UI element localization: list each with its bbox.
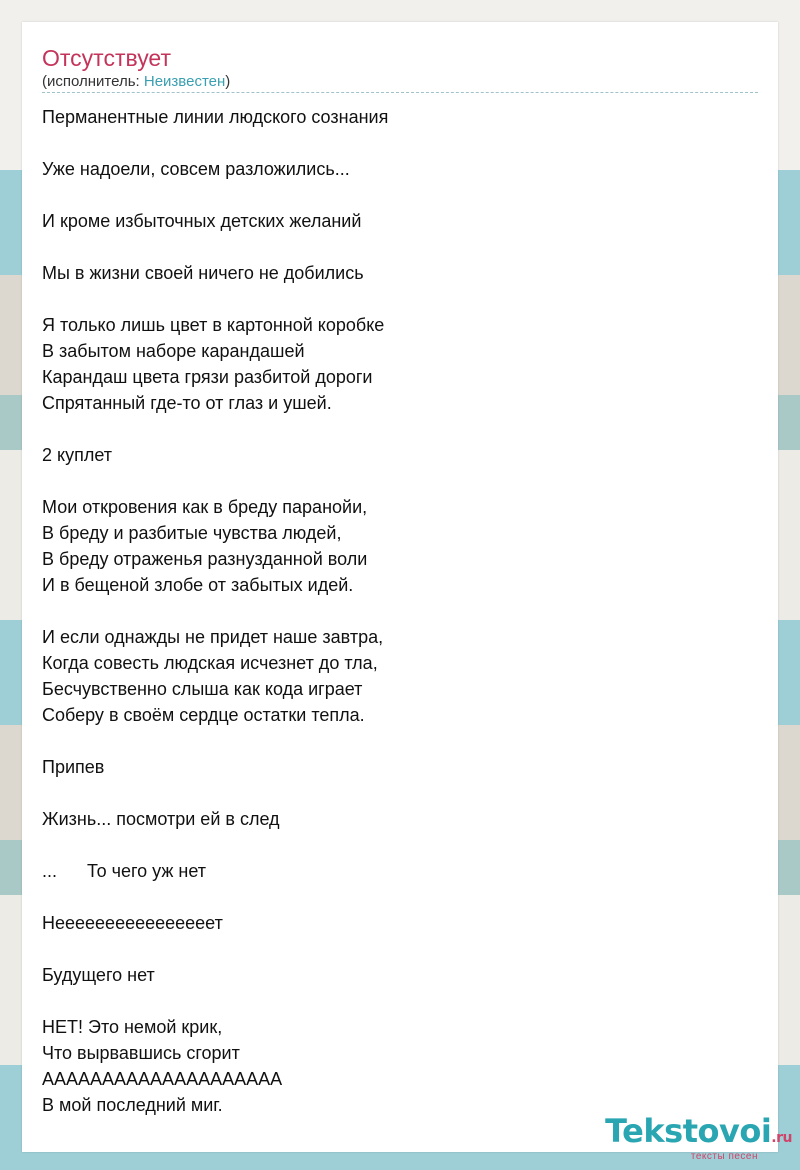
lyric-line: И кроме избыточных детских желаний — [42, 211, 362, 231]
artist-prefix: (исполнитель: — [42, 73, 144, 90]
lyric-line: АААААААААААААААААААА — [42, 1069, 283, 1089]
lyric-line: Мои откровения как в бреду паранойи, — [42, 497, 368, 517]
title-divider — [42, 92, 758, 93]
lyric-line: ... То чего уж нет — [42, 861, 207, 881]
lyric-line: Жизнь... посмотри ей в след — [42, 809, 280, 829]
lyric-line: Неееееееееееееееет — [42, 913, 223, 933]
lyric-line — [42, 884, 758, 910]
lyric-line: Мы в жизни своей ничего не добились — [42, 263, 364, 283]
lyric-line — [42, 988, 758, 1014]
logo-tagline: тексты песен — [690, 1151, 758, 1162]
lyric-line: В бреду и разбитые чувства людей, — [42, 523, 342, 543]
lyrics-card — [22, 22, 778, 1152]
artist-link[interactable]: Неизвестен — [143, 73, 226, 90]
song-title: Отсутствует — [42, 45, 171, 71]
site-logo[interactable] — [605, 1114, 792, 1162]
lyric-line: Припев — [42, 757, 105, 777]
lyric-line: Спрятанный где-то от глаз и ушей. — [42, 393, 332, 413]
lyric-line: В забытом наборе карандашей — [42, 341, 305, 361]
lyric-line: Карандаш цвета грязи разбитой дороги — [42, 367, 373, 387]
logo-wordmark — [605, 1114, 792, 1155]
lyric-line: Будущего нет — [42, 965, 155, 985]
lyric-line — [42, 780, 758, 806]
lyric-line — [42, 286, 758, 312]
lyric-line: Уже надоели, совсем разложились... — [42, 159, 350, 179]
lyrics-text — [42, 104, 758, 1118]
lyric-line — [42, 936, 758, 962]
lyric-line — [42, 416, 758, 442]
logo-name: Tekstovoi — [605, 1112, 772, 1150]
lyric-line: И если однажды не придет наше завтра, — [42, 627, 384, 647]
lyric-line: НЕТ! Это немой крик, — [42, 1017, 223, 1037]
lyric-line: Соберу в своём сердце остатки тепла. — [42, 705, 365, 725]
lyric-line: Когда совесть людская исчезнет до тла, — [42, 653, 378, 673]
lyric-line: Что вырвавшись сгорит — [42, 1043, 240, 1063]
artist-line — [42, 73, 230, 91]
lyric-line: 2 куплет — [42, 445, 112, 465]
logo-tld: .ru — [771, 1130, 792, 1146]
lyric-line — [42, 234, 758, 260]
lyric-line: В мой последний миг. — [42, 1095, 223, 1115]
lyric-line — [42, 832, 758, 858]
lyric-line — [42, 728, 758, 754]
lyric-line — [42, 598, 758, 624]
lyric-line: Перманентные линии людского сознания — [42, 107, 389, 127]
artist-suffix: ) — [225, 73, 231, 90]
lyric-line: И в бещеной злобе от забытых идей. — [42, 575, 354, 595]
lyric-line: Я только лишь цвет в картонной коробке — [42, 315, 385, 335]
lyric-line — [42, 182, 758, 208]
lyric-line: Бесчувственно слыша как кода играет — [42, 679, 363, 699]
lyric-line: В бреду отраженья разнузданной воли — [42, 549, 368, 569]
lyric-line — [42, 130, 758, 156]
lyric-line — [42, 468, 758, 494]
